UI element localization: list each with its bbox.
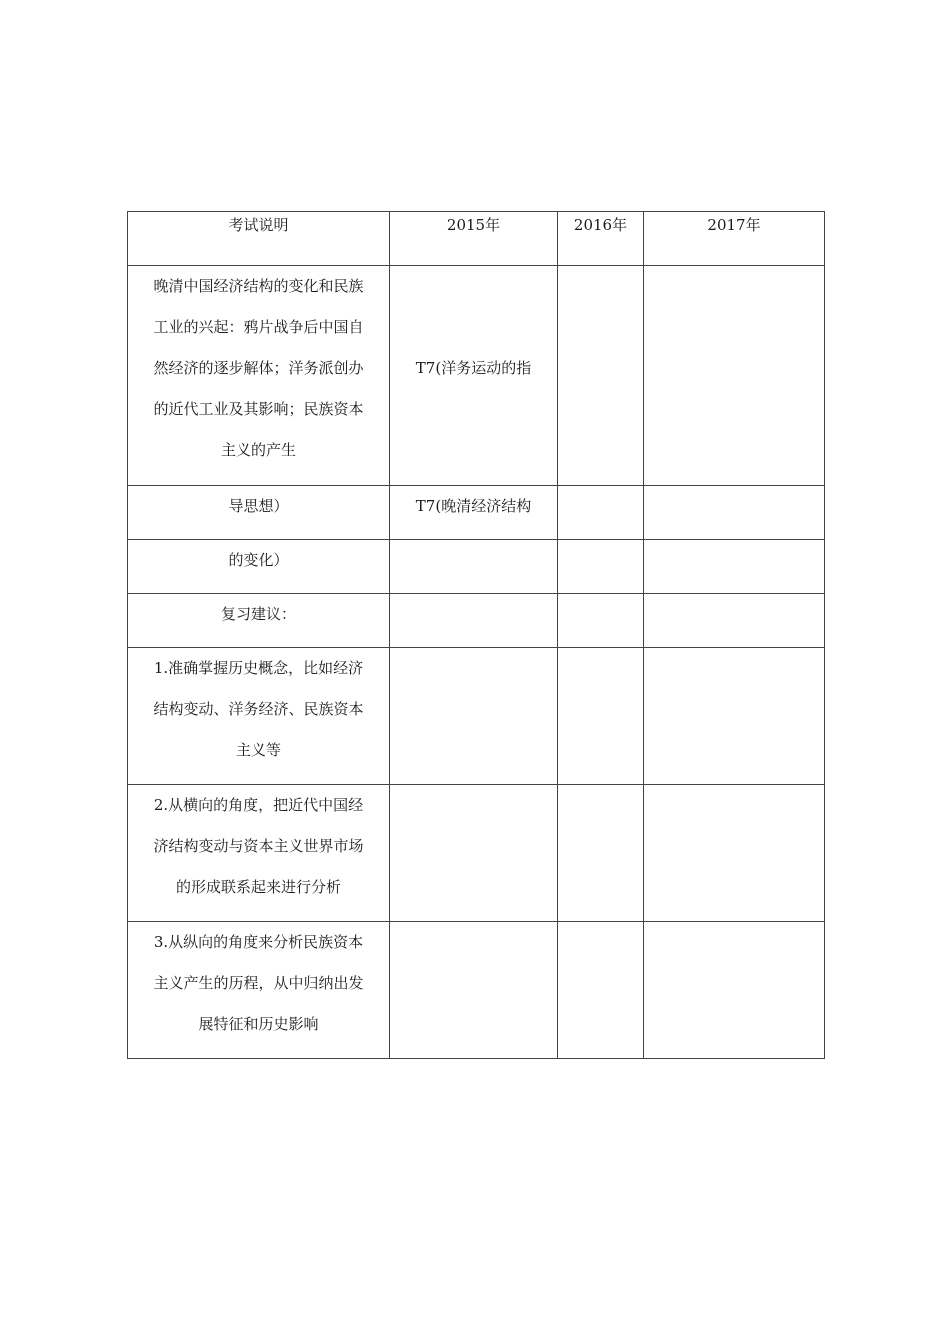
year-2016-cell bbox=[558, 266, 644, 486]
year-2017-cell bbox=[644, 486, 825, 540]
year-2015-cell bbox=[390, 648, 558, 785]
description-cell: 导思想） bbox=[128, 486, 390, 540]
table-row bbox=[128, 594, 825, 648]
table-row bbox=[128, 648, 825, 785]
year-2015-cell: T7(晚清经济结构 bbox=[390, 486, 558, 540]
description-cell: 3.从纵向的角度来分析民族资本 主义产生的历程，从中归纳出发 展特征和历史影响 bbox=[128, 922, 390, 1059]
year-2016-cell bbox=[558, 486, 644, 540]
year-2017-cell bbox=[644, 594, 825, 648]
description-cell: 的变化） bbox=[128, 540, 390, 594]
exam-analysis-table bbox=[127, 211, 825, 1059]
table-row bbox=[128, 266, 825, 486]
table-header-row bbox=[128, 212, 825, 266]
description-cell: 1.准确掌握历史概念，比如经济 结构变动、洋务经济、民族资本 主义等 bbox=[128, 648, 390, 785]
year-2016-cell bbox=[558, 594, 644, 648]
year-2015-cell bbox=[390, 785, 558, 922]
header-cell-exam-description: 考试说明 bbox=[128, 212, 390, 266]
year-2017-cell bbox=[644, 540, 825, 594]
table-row bbox=[128, 785, 825, 922]
header-cell-2015: 2015年 bbox=[390, 212, 558, 266]
year-2016-cell bbox=[558, 922, 644, 1059]
table-row bbox=[128, 486, 825, 540]
description-cell: 复习建议： bbox=[128, 594, 390, 648]
year-2016-cell bbox=[558, 785, 644, 922]
description-cell: 晚清中国经济结构的变化和民族 工业的兴起：鸦片战争后中国自 然经济的逐步解体；洋务派创办 的近代工业及其影响；民族资本 主义的产生 bbox=[128, 266, 390, 486]
year-2015-cell bbox=[390, 594, 558, 648]
header-cell-2016: 2016年 bbox=[558, 212, 644, 266]
header-cell-2017: 2017年 bbox=[644, 212, 825, 266]
table-row bbox=[128, 922, 825, 1059]
year-2017-cell bbox=[644, 922, 825, 1059]
year-2015-cell: T7(洋务运动的指 bbox=[390, 266, 558, 486]
year-2016-cell bbox=[558, 648, 644, 785]
year-2017-cell bbox=[644, 266, 825, 486]
description-cell: 2.从横向的角度，把近代中国经 济结构变动与资本主义世界市场 的形成联系起来进行分析 bbox=[128, 785, 390, 922]
year-2016-cell bbox=[558, 540, 644, 594]
year-2017-cell bbox=[644, 648, 825, 785]
year-2017-cell bbox=[644, 785, 825, 922]
table-row bbox=[128, 540, 825, 594]
year-2015-cell bbox=[390, 540, 558, 594]
year-2015-cell bbox=[390, 922, 558, 1059]
